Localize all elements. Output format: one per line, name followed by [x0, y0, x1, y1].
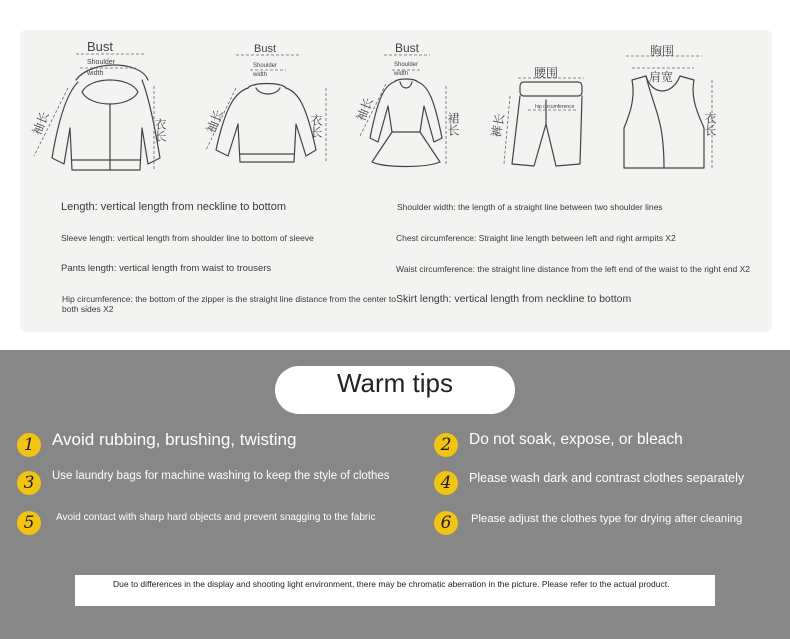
- pants-waist-label: 腰围: [534, 66, 559, 80]
- warm-tips-title-pill: [275, 366, 515, 414]
- tip-number-3: 3: [17, 471, 41, 495]
- vest-chest-label: 胸围: [650, 44, 675, 58]
- sweater-shoulder-label: Shoulder: [253, 63, 278, 69]
- pants-length-label: 裤长: [489, 112, 508, 139]
- vest-length-label: 衣长: [703, 112, 717, 136]
- definition-hip: Hip circumference: the bottom of the zipper is the straight line distance from the center to both sides X2: [62, 294, 397, 314]
- hoodie-sleeve-label: 袖长: [29, 109, 52, 138]
- vest-illustration: [624, 76, 704, 168]
- definition-sleeve-length: Sleeve length: vertical length from shoulder line to bottom of sleeve: [61, 233, 314, 243]
- hoodie-bust-label: Bust: [87, 39, 114, 54]
- tip-number-5: 5: [17, 511, 41, 535]
- sweater-bust-label: Bust: [254, 43, 277, 55]
- dress-sleeve-label: 袖长: [353, 95, 376, 124]
- tip-text-5: Avoid contact with sharp hard objects and prevent snagging to the fabric: [56, 512, 376, 523]
- tip-text-1: Avoid rubbing, brushing, twisting: [52, 430, 297, 449]
- pants-hip-label: hip circumference: [535, 104, 575, 110]
- dress-bust-label: Bust: [395, 41, 420, 55]
- definition-skirt-length: Skirt length: vertical length from neckline to bottom: [396, 293, 632, 305]
- vest-shoulder-label: 肩宽: [649, 70, 674, 84]
- hoodie-width-label: width: [87, 70, 104, 77]
- tip-text-4: Please wash dark and contrast clothes separately: [469, 471, 745, 485]
- dress-shoulder-label: Shoulder: [394, 62, 419, 68]
- color-disclaimer-text: Due to differences in the display and shooting light environment, there may be chromatic aberration in the picture. Please refer to the actual product.: [113, 579, 670, 589]
- hoodie-length-label: 衣长: [153, 118, 167, 142]
- sweater-illustration: [216, 84, 316, 163]
- hoodie-illustration: [52, 65, 160, 170]
- tip-text-2: Do not soak, expose, or bleach: [469, 431, 683, 448]
- garment-diagrams: [0, 0, 790, 190]
- tip-number-6: 6: [434, 511, 458, 535]
- dress-illustration: [370, 79, 442, 167]
- color-disclaimer-box: [75, 575, 715, 606]
- tip-text-6: Please adjust the clothes type for drying after cleaning: [471, 513, 743, 525]
- tip-number-4: 4: [434, 471, 458, 495]
- definition-chest: Chest circumference: Straight line length between left and right armpits X2: [396, 233, 676, 243]
- tip-text-3: Use laundry bags for machine washing to keep the style of clothes: [52, 470, 390, 482]
- definition-length: Length: vertical length from neckline to bottom: [61, 201, 287, 213]
- sweater-width-label: width: [253, 72, 268, 78]
- sweater-length-label: 衣长: [309, 114, 323, 138]
- pants-illustration: [512, 82, 582, 166]
- tip-number-1: 1: [17, 433, 41, 457]
- warm-tips-title: Warm tips: [336, 368, 454, 398]
- dress-width-label: width: [394, 71, 409, 77]
- definition-waist: Waist circumference: the straight line distance from the left end of the waist to the right end X2: [396, 264, 751, 274]
- tip-number-2: 2: [434, 433, 458, 457]
- sweater-sleeve-label: 袖长: [203, 107, 226, 136]
- definition-shoulder-width: Shoulder width: the length of a straight line between two shoulder lines: [397, 202, 663, 212]
- definition-pants-length: Pants length: vertical length from waist to trousers: [61, 263, 272, 274]
- hoodie-shoulder-label: Shoulder: [87, 59, 116, 66]
- dress-length-label: 裙长: [446, 112, 460, 136]
